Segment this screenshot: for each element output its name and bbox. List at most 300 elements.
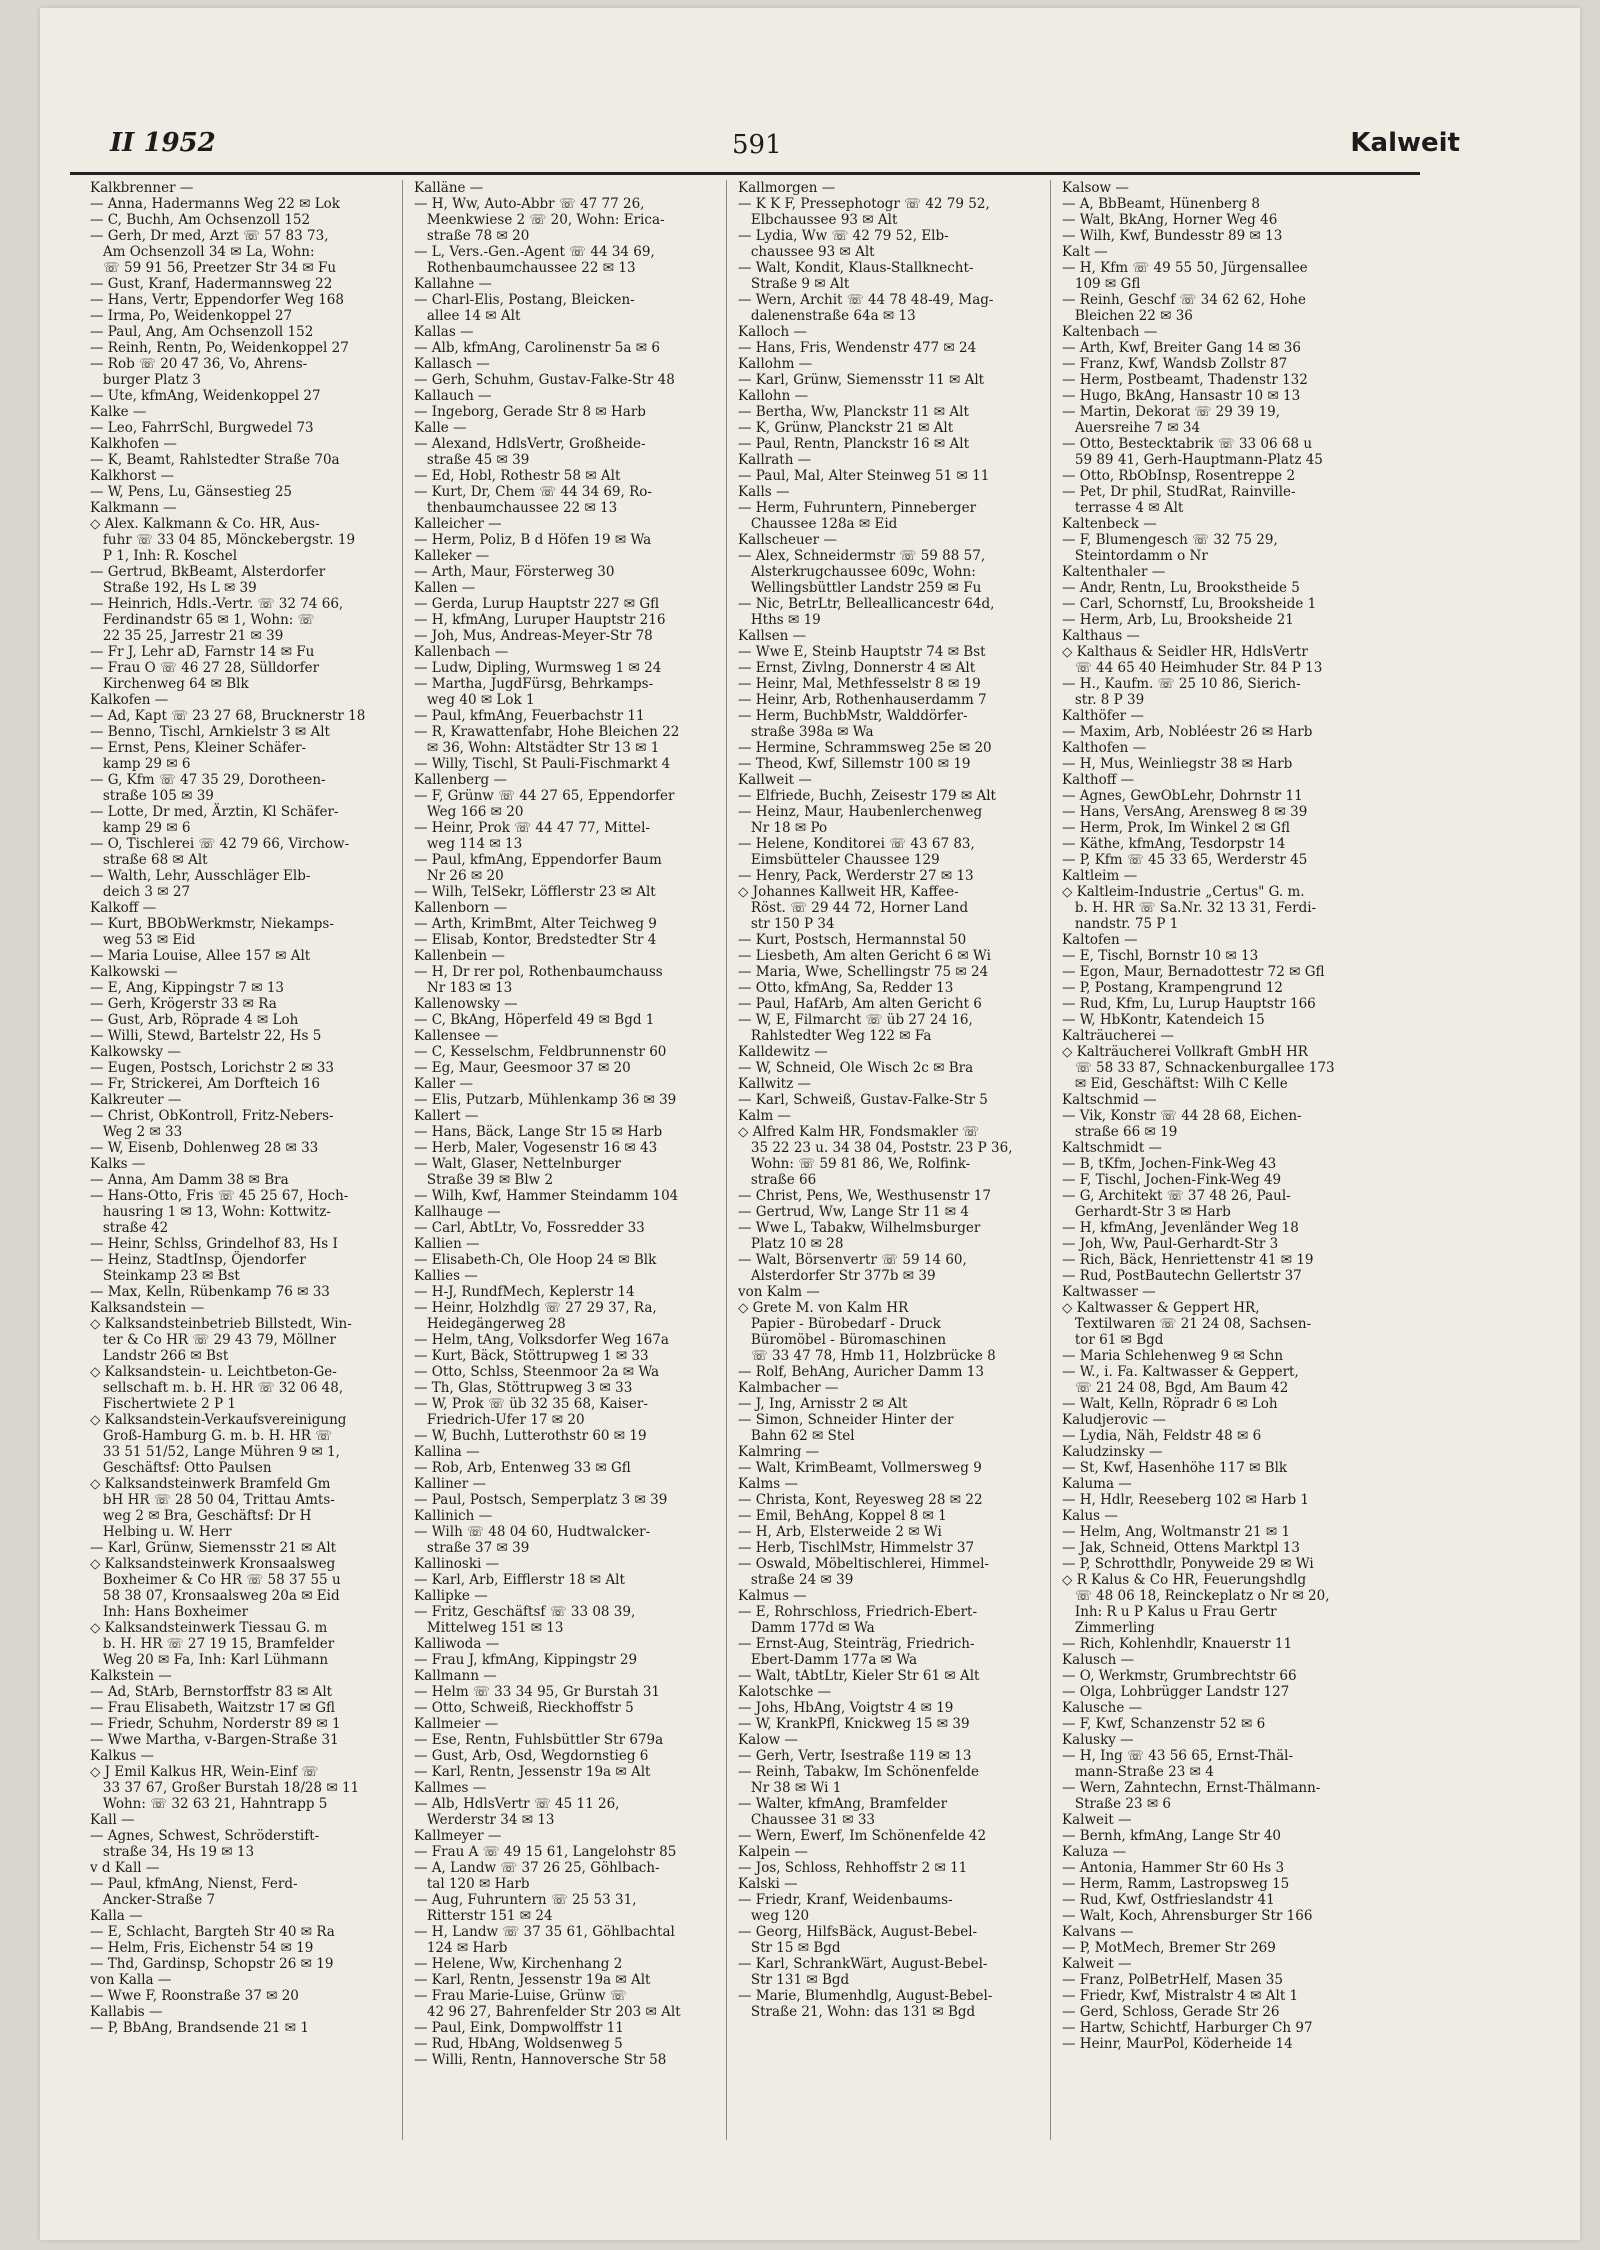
directory-entry: straße 78 ✉ 20 <box>414 228 530 244</box>
directory-entry: ◇ Alfred Kalm HR, Fondsmakler ☏ <box>738 1124 980 1140</box>
directory-entry: — Maria, Wwe, Schellingstr 75 ✉ 24 <box>738 964 989 980</box>
directory-entry: Kallinich — <box>414 1508 493 1524</box>
directory-entry: Rothenbaumchaussee 22 ✉ 13 <box>414 260 636 276</box>
directory-entry: — Rud, HbAng, Woldsenweg 5 <box>414 2036 623 2052</box>
directory-entry: Kalkowski — <box>90 964 178 980</box>
directory-entry: Kirchenweg 64 ✉ Blk <box>90 676 249 692</box>
directory-entry: — Rich, Kohlenhdlr, Knauerstr 11 <box>1062 1636 1293 1652</box>
directory-entry: — Elfriede, Buchh, Zeisestr 179 ✉ Alt <box>738 788 996 804</box>
directory-entry: — Paul, kfmAng, Eppendorfer Baum <box>414 852 662 868</box>
directory-entry: — Paul, Mal, Alter Steinweg 51 ✉ 11 <box>738 468 990 484</box>
directory-entry: Kaltenbach — <box>1062 324 1158 340</box>
directory-entry: — Willi, Stewd, Bartelstr 22, Hs 5 <box>90 1028 322 1044</box>
directory-entry: — Joh, Ww, Paul-Gerhardt-Str 3 <box>1062 1236 1279 1252</box>
directory-column-3 <box>738 180 1038 2180</box>
directory-entry: — Henry, Pack, Werderstr 27 ✉ 13 <box>738 868 974 884</box>
directory-entry: Kalkstein — <box>90 1668 172 1684</box>
directory-entry: Kalliwoda — <box>414 1636 500 1652</box>
directory-entry: — Ernst, Pens, Kleiner Schäfer- <box>90 740 307 756</box>
directory-entry: — Hartw, Schichtf, Harburger Ch 97 <box>1062 2020 1313 2036</box>
directory-entry: — Charl-Elis, Postang, Bleicken- <box>414 292 635 308</box>
directory-entry: — Karl, Grünw, Siemensstr 11 ✉ Alt <box>738 372 985 388</box>
directory-entry: — Alb, kfmAng, Carolinenstr 5a ✉ 6 <box>414 340 660 356</box>
directory-entry: — W, Pens, Lu, Gänsestieg 25 <box>90 484 293 500</box>
directory-entry: Am Ochsenzoll 34 ✉ La, Wohn: <box>90 244 315 260</box>
directory-entry: straße 24 ✉ 39 <box>738 1572 854 1588</box>
directory-entry: — Max, Kelln, Rübenkamp 76 ✉ 33 <box>90 1284 330 1300</box>
directory-entry: — Arth, Kwf, Breiter Gang 14 ✉ 36 <box>1062 340 1301 356</box>
directory-entry: Kallscheuer — <box>738 532 837 548</box>
directory-entry: — Karl, Rentn, Jessenstr 19a ✉ Alt <box>414 1972 651 1988</box>
directory-entry: — Anna, Hadermanns Weg 22 ✉ Lok <box>90 196 340 212</box>
directory-entry: Kalm — <box>738 1108 792 1124</box>
directory-entry: — St, Kwf, Hasenhöhe 117 ✉ Blk <box>1062 1460 1288 1476</box>
directory-entry: — Nic, BetrLtr, Belleallicancestr 64d, <box>738 596 995 612</box>
directory-entry: — Hans, Vertr, Eppendorfer Weg 168 <box>90 292 344 308</box>
directory-entry: — Ute, kfmAng, Weidenkoppel 27 <box>90 388 321 404</box>
directory-entry: — Leo, FahrrSchl, Burgwedel 73 <box>90 420 314 436</box>
directory-entry: ☏ 59 91 56, Preetzer Str 34 ✉ Fu <box>90 260 337 276</box>
directory-entry: Steinkamp 23 ✉ Bst <box>90 1268 240 1284</box>
directory-entry: ✉ Eid, Geschäftst: Wilh C Kelle <box>1062 1076 1288 1092</box>
directory-entry: Rahlstedter Weg 122 ✉ Fa <box>738 1028 932 1044</box>
directory-entry: — P, BbAng, Brandsende 21 ✉ 1 <box>90 2020 309 2036</box>
directory-entry: — Heinr, Holzhdlg ☏ 27 29 37, Ra, <box>414 1300 657 1316</box>
directory-entry: Wohn: ☏ 59 81 86, We, Rolfink- <box>738 1156 971 1172</box>
directory-entry: — Rich, Bäck, Henriettenstr 41 ✉ 19 <box>1062 1252 1314 1268</box>
directory-entry: — Anna, Am Damm 38 ✉ Bra <box>90 1172 289 1188</box>
directory-entry: — Heinr, Mal, Methfesselstr 8 ✉ 19 <box>738 676 981 692</box>
directory-entry: Kallhauge — <box>414 1204 501 1220</box>
directory-entry: Kallies — <box>414 1268 478 1284</box>
directory-entry: — Jak, Schneid, Ottens Marktpl 13 <box>1062 1540 1300 1556</box>
directory-entry: — Reinh, Tabakw, Im Schönenfelde <box>738 1764 980 1780</box>
directory-entry: Kallohm — <box>738 356 813 372</box>
directory-entry: Straße 21, Wohn: das 131 ✉ Bgd <box>738 2004 976 2020</box>
directory-entry: Kallenowsky — <box>414 996 518 1012</box>
directory-entry: — Rob ☏ 20 47 36, Vo, Ahrens- <box>90 356 308 372</box>
directory-entry: Inh: Hans Boxheimer <box>90 1604 249 1620</box>
directory-entry: Kaltwasser — <box>1062 1284 1156 1300</box>
directory-entry: von Kalla — <box>90 1972 172 1988</box>
directory-entry: Kallasch — <box>414 356 490 372</box>
directory-entry: Kalkus — <box>90 1748 155 1764</box>
directory-entry: Kalus — <box>1062 1508 1118 1524</box>
directory-entry: Kaludzinsky — <box>1062 1444 1163 1460</box>
directory-entry: Boxheimer & Co HR ☏ 58 37 55 u <box>90 1572 341 1588</box>
directory-entry: Straße 192, Hs L ✉ 39 <box>90 580 257 596</box>
directory-entry: fuhr ☏ 33 04 85, Mönckebergstr. 19 <box>90 532 356 548</box>
directory-entry: — H, kfmAng, Jevenländer Weg 18 <box>1062 1220 1299 1236</box>
directory-entry: — Wwe E, Steinb Hauptstr 74 ✉ Bst <box>738 644 986 660</box>
directory-entry: — Karl, Arb, Eifflerstr 18 ✉ Alt <box>414 1572 625 1588</box>
directory-entry: ◇ Kalksandsteinwerk Kronsaalsweg <box>90 1556 336 1572</box>
directory-entry: — Maria Louise, Allee 157 ✉ Alt <box>90 948 311 964</box>
directory-entry: Kallensee — <box>414 1028 499 1044</box>
directory-entry: — Willy, Tischl, St Pauli-Fischmarkt 4 <box>414 756 671 772</box>
directory-entry: — Wwe F, Roonstraße 37 ✉ 20 <box>90 1988 299 2004</box>
directory-entry: — Lydia, Ww ☏ 42 79 52, Elb- <box>738 228 949 244</box>
directory-entry: chaussee 93 ✉ Alt <box>738 244 875 260</box>
directory-entry: Kallmeyer — <box>414 1828 502 1844</box>
directory-entry: — Simon, Schneider Hinter der <box>738 1412 954 1428</box>
directory-entry: Bahn 62 ✉ Stel <box>738 1428 855 1444</box>
directory-entry: Kallenberg — <box>414 772 507 788</box>
directory-entry: — Agnes, Schwest, Schröderstift- <box>90 1828 320 1844</box>
directory-entry: — Rob, Arb, Entenweg 33 ✉ Gfl <box>414 1460 631 1476</box>
directory-entry: — Paul, Postsch, Semperplatz 3 ✉ 39 <box>414 1492 668 1508</box>
directory-entry: — K K F, Pressephotogr ☏ 42 79 52, <box>738 196 990 212</box>
directory-entry: — H, kfmAng, Luruper Hauptstr 216 <box>414 612 666 628</box>
directory-entry: — Benno, Tischl, Arnkielstr 3 ✉ Alt <box>90 724 330 740</box>
directory-entry: bH HR ☏ 28 50 04, Trittau Amts- <box>90 1492 335 1508</box>
directory-entry: — Ludw, Dipling, Wurmsweg 1 ✉ 24 <box>414 660 662 676</box>
directory-entry: — Wern, Zahntechn, Ernst-Thälmann- <box>1062 1780 1321 1796</box>
directory-entry: — Carl, AbtLtr, Vo, Fossredder 33 <box>414 1220 645 1236</box>
directory-entry: — W, Buchh, Lutterothstr 60 ✉ 19 <box>414 1428 647 1444</box>
directory-entry: Hths ✉ 19 <box>738 612 821 628</box>
directory-entry: Weg 2 ✉ 33 <box>90 1124 183 1140</box>
directory-entry: — Karl, Grünw, Siemensstr 21 ✉ Alt <box>90 1540 337 1556</box>
directory-entry: — Herm, Poliz, B d Höfen 19 ✉ Wa <box>414 532 652 548</box>
directory-entry: Kalla — <box>90 1908 143 1924</box>
directory-entry: — Gerda, Lurup Hauptstr 227 ✉ Gfl <box>414 596 660 612</box>
directory-entry: Chaussee 31 ✉ 33 <box>738 1812 876 1828</box>
directory-entry: ◇ Kalksandsteinwerk Tiessau G. m <box>90 1620 328 1636</box>
directory-entry: Inh: R u P Kalus u Frau Gertr <box>1062 1604 1277 1620</box>
directory-entry: — Gerd, Schloss, Gerade Str 26 <box>1062 2004 1280 2020</box>
directory-entry: — Joh, Mus, Andreas-Meyer-Str 78 <box>414 628 653 644</box>
directory-entry: — Theod, Kwf, Sillemstr 100 ✉ 19 <box>738 756 971 772</box>
directory-entry: — Ernst-Aug, Steinträg, Friedrich- <box>738 1636 975 1652</box>
directory-entry: Kalleicher — <box>414 516 502 532</box>
directory-entry: ◇ Alex. Kalkmann & Co. HR, Aus- <box>90 516 320 532</box>
directory-entry: — E, Rohrschloss, Friedrich-Ebert- <box>738 1604 978 1620</box>
directory-entry: ◇ Kalthaus & Seidler HR, HdlsVertr <box>1062 644 1308 660</box>
directory-entry: — Helene, Ww, Kirchenhang 2 <box>414 1956 623 1972</box>
directory-entry: Kalkmann — <box>90 500 177 516</box>
directory-entry: Kallsen — <box>738 628 807 644</box>
directory-entry: Kalls — <box>738 484 790 500</box>
directory-entry: — Helene, Konditorei ☏ 43 67 83, <box>738 836 975 852</box>
directory-entry: — Martha, JugdFürsg, Behrkamps- <box>414 676 654 692</box>
directory-entry: Kallohn — <box>738 388 809 404</box>
directory-entry: — Herm, Arb, Lu, Brooksheide 21 <box>1062 612 1294 628</box>
directory-entry: Kalms — <box>738 1476 798 1492</box>
directory-entry: — Kurt, BBObWerkmstr, Niekamps- <box>90 916 334 932</box>
directory-entry: Kalkofen — <box>90 692 169 708</box>
directory-entry: — Christ, ObKontroll, Fritz-Nebers- <box>90 1108 334 1124</box>
directory-entry: — Walt, Börsenvertr ☏ 59 14 60, <box>738 1252 967 1268</box>
directory-entry: — Franz, PolBetrHelf, Masen 35 <box>1062 1972 1283 1988</box>
directory-entry: Str 131 ✉ Bgd <box>738 1972 850 1988</box>
directory-entry: weg 53 ✉ Eid <box>90 932 196 948</box>
directory-entry: Kalmus — <box>738 1588 807 1604</box>
directory-entry: Platz 10 ✉ 28 <box>738 1236 844 1252</box>
directory-entry: — W., i. Fa. Kaltwasser & Geppert, <box>1062 1364 1299 1380</box>
directory-entry: — Herm, Postbeamt, Thadenstr 132 <box>1062 372 1308 388</box>
directory-entry: — P, MotMech, Bremer Str 269 <box>1062 1940 1276 1956</box>
directory-entry: Straße 9 ✉ Alt <box>738 276 850 292</box>
directory-entry: ◇ Kalksandstein- u. Leichtbeton-Ge- <box>90 1364 337 1380</box>
directory-entry: — Otto, Schlss, Steenmoor 2a ✉ Wa <box>414 1364 660 1380</box>
directory-entry: weg 40 ✉ Lok 1 <box>414 692 535 708</box>
directory-entry: — Vik, Konstr ☏ 44 28 68, Eichen- <box>1062 1108 1302 1124</box>
column-divider <box>726 180 727 2140</box>
directory-entry: — G, Architekt ☏ 37 48 26, Paul- <box>1062 1188 1291 1204</box>
directory-entry: — Rud, Kwf, Ostfrieslandstr 41 <box>1062 1892 1275 1908</box>
directory-entry: — H-J, RundfMech, Keplerstr 14 <box>414 1284 635 1300</box>
directory-entry: Ritterstr 151 ✉ 24 <box>414 1908 553 1924</box>
directory-entry: Kalthöfer — <box>1062 708 1144 724</box>
directory-entry: ◇ R Kalus & Co HR, Feuerungshdlg <box>1062 1572 1307 1588</box>
directory-entry: — Arth, KrimBmt, Alter Teichweg 9 <box>414 916 657 932</box>
directory-entry: Kallmann — <box>414 1668 497 1684</box>
directory-entry: — B, tKfm, Jochen-Fink-Weg 43 <box>1062 1156 1277 1172</box>
directory-entry: Geschäftsf: Otto Paulsen <box>90 1460 272 1476</box>
directory-columns <box>90 180 1390 2180</box>
directory-entry: — Antonia, Hammer Str 60 Hs 3 <box>1062 1860 1285 1876</box>
directory-entry: — Maxim, Arb, Nobléestr 26 ✉ Harb <box>1062 724 1313 740</box>
directory-entry: — C, Kesselschm, Feldbrunnenstr 60 <box>414 1044 667 1060</box>
directory-entry: 109 ✉ Gfl <box>1062 276 1141 292</box>
directory-entry: — Wwe L, Tabakw, Wilhelmsburger <box>738 1220 981 1236</box>
directory-entry: — Herm, BuchbMstr, Walddörfer- <box>738 708 968 724</box>
directory-entry: — Gust, Arb, Osd, Wegdornstieg 6 <box>414 1748 649 1764</box>
directory-entry: Kaluza — <box>1062 1844 1127 1860</box>
directory-entry: — Wilh, Kwf, Bundesstr 89 ✉ 13 <box>1062 228 1283 244</box>
directory-entry: — Bertha, Ww, Planckstr 11 ✉ Alt <box>738 404 969 420</box>
column-divider <box>1050 180 1051 2140</box>
directory-entry: — Ese, Rentn, Fuhlsbüttler Str 679a <box>414 1732 664 1748</box>
directory-entry: — Walt, Koch, Ahrensburger Str 166 <box>1062 1908 1313 1924</box>
directory-entry: — Liesbeth, Am alten Gericht 6 ✉ Wi <box>738 948 991 964</box>
directory-entry: — Alex, Schneidermstr ☏ 59 88 57, <box>738 548 986 564</box>
directory-entry: — Thd, Gardinsp, Schopstr 26 ✉ 19 <box>90 1956 334 1972</box>
directory-entry: — Willi, Rentn, Hannoversche Str 58 <box>414 2052 667 2068</box>
directory-entry: — L, Vers.-Gen.-Agent ☏ 44 34 69, <box>414 244 655 260</box>
directory-entry: Kalkreuter — <box>90 1092 182 1108</box>
directory-entry: Steintordamm o Nr <box>1062 548 1208 564</box>
directory-entry: Kalträucherei — <box>1062 1028 1174 1044</box>
directory-entry: — F, Grünw ☏ 44 27 65, Eppendorfer <box>414 788 675 804</box>
directory-entry: Kalkowsky — <box>90 1044 181 1060</box>
directory-entry: — H, Arb, Elsterweide 2 ✉ Wi <box>738 1524 942 1540</box>
directory-entry: ◇ J Emil Kalkus HR, Wein-Einf ☏ <box>90 1764 319 1780</box>
directory-entry: 42 96 27, Bahrenfelder Str 203 ✉ Alt <box>414 2004 681 2020</box>
directory-entry: Kall — <box>90 1812 135 1828</box>
directory-entry: Kaltenbeck — <box>1062 516 1157 532</box>
directory-entry: Kallmeier — <box>414 1716 499 1732</box>
directory-entry: — Gerh, Dr med, Arzt ☏ 57 83 73, <box>90 228 329 244</box>
directory-entry: — Gertrud, BkBeamt, Alsterdorfer <box>90 564 326 580</box>
directory-entry: — O, Tischlerei ☏ 42 79 66, Virchow- <box>90 836 350 852</box>
directory-entry: — Andr, Rentn, Lu, Brookstheide 5 <box>1062 580 1300 596</box>
directory-entry: Kalusche — <box>1062 1700 1143 1716</box>
directory-entry: — Marie, Blumenhdlg, August-Bebel- <box>738 1988 993 2004</box>
directory-entry: — Heinr, Schlss, Grindelhof 83, Hs I <box>90 1236 338 1252</box>
directory-entry: ✉ 36, Wohn: Altstädter Str 13 ✉ 1 <box>414 740 660 756</box>
directory-entry: — Maria Schlehenweg 9 ✉ Schn <box>1062 1348 1284 1364</box>
directory-entry: — Olga, Lohbrügger Landstr 127 <box>1062 1684 1290 1700</box>
directory-entry: — R, Krawattenfabr, Hohe Bleichen 22 <box>414 724 680 740</box>
directory-entry: Damm 177d ✉ Wa <box>738 1620 875 1636</box>
directory-entry: — H, Mus, Weinliegstr 38 ✉ Harb <box>1062 756 1293 772</box>
directory-entry: Kalldewitz — <box>738 1044 828 1060</box>
directory-entry: 22 35 25, Jarrestr 21 ✉ 39 <box>90 628 284 644</box>
directory-entry: Kalsow — <box>1062 180 1129 196</box>
directory-entry: — Arth, Maur, Försterweg 30 <box>414 564 615 580</box>
directory-entry: — Jos, Schloss, Rehhoffstr 2 ✉ 11 <box>738 1860 968 1876</box>
directory-entry: Kalusch — <box>1062 1652 1135 1668</box>
directory-entry: Kallinoski — <box>414 1556 500 1572</box>
directory-entry: Mittelweg 151 ✉ 13 <box>414 1620 564 1636</box>
directory-entry: — Paul, kfmAng, Feuerbachstr 11 <box>414 708 645 724</box>
directory-entry: — Otto, Bestecktabrik ☏ 33 06 68 u <box>1062 436 1313 452</box>
directory-entry: — Walt, BkAng, Horner Weg 46 <box>1062 212 1278 228</box>
directory-entry: — Paul, HafArb, Am alten Gericht 6 <box>738 996 982 1012</box>
directory-entry: — P, Kfm ☏ 45 33 65, Werderstr 45 <box>1062 852 1308 868</box>
directory-entry: — Rud, Kfm, Lu, Lurup Hauptstr 166 <box>1062 996 1316 1012</box>
directory-entry: Kalpein — <box>738 1844 808 1860</box>
directory-entry: nandstr. 75 P 1 <box>1062 916 1179 932</box>
directory-entry: ter & Co HR ☏ 29 43 79, Möllner <box>90 1332 336 1348</box>
directory-entry: — Agnes, GewObLehr, Dohrnstr 11 <box>1062 788 1303 804</box>
directory-entry: — Helm, Ang, Woltmanstr 21 ✉ 1 <box>1062 1524 1291 1540</box>
directory-entry: Kalthofen — <box>1062 740 1147 756</box>
directory-entry: Ebert-Damm 177a ✉ Wa <box>738 1652 918 1668</box>
directory-entry: — Bernh, kfmAng, Lange Str 40 <box>1062 1828 1281 1844</box>
directory-entry: ☏ 33 47 78, Hmb 11, Holzbrücke 8 <box>738 1348 996 1364</box>
directory-entry: Kalotschke — <box>738 1684 832 1700</box>
directory-entry: — Walt, Glaser, Nettelnburger <box>414 1156 622 1172</box>
directory-entry: — Otto, Schweiß, Rieckhoffstr 5 <box>414 1700 634 1716</box>
directory-entry: — Johs, HbAng, Voigtstr 4 ✉ 19 <box>738 1700 954 1716</box>
directory-entry: — Rolf, BehAng, Auricher Damm 13 <box>738 1364 984 1380</box>
directory-entry: — Heinrich, Hdls.-Vertr. ☏ 32 74 66, <box>90 596 344 612</box>
directory-entry: ◇ Johannes Kallweit HR, Kaffee- <box>738 884 959 900</box>
directory-entry: weg 120 <box>738 1908 810 1924</box>
directory-entry: ◇ Kalksandstein-Verkaufsvereinigung <box>90 1412 347 1428</box>
directory-entry: — Heinr, Prok ☏ 44 47 77, Mittel- <box>414 820 650 836</box>
header-rule <box>70 172 1420 175</box>
directory-entry: — Oswald, Möbeltischlerei, Himmel- <box>738 1556 989 1572</box>
directory-entry: — C, BkAng, Höperfeld 49 ✉ Bgd 1 <box>414 1012 655 1028</box>
directory-entry: — Herb, TischlMstr, Himmelstr 37 <box>738 1540 975 1556</box>
directory-entry: — Paul, Ang, Am Ochsenzoll 152 <box>90 324 314 340</box>
directory-entry: Kalmbacher — <box>738 1380 839 1396</box>
directory-entry: P 1, Inh: R. Koschel <box>90 548 238 564</box>
directory-entry: straße 68 ✉ Alt <box>90 852 208 868</box>
directory-entry: Kaltleim — <box>1062 868 1138 884</box>
directory-entry: — Herm, Prok, Im Winkel 2 ✉ Gfl <box>1062 820 1290 836</box>
directory-entry: Helbing u. W. Herr <box>90 1524 232 1540</box>
directory-entry: — Reinh, Rentn, Po, Weidenkoppel 27 <box>90 340 349 356</box>
directory-entry: Kalvans — <box>1062 1924 1134 1940</box>
directory-entry: — Walt, Kondit, Klaus-Stallknecht- <box>738 260 974 276</box>
directory-entry: — Gerh, Krögerstr 33 ✉ Ra <box>90 996 277 1012</box>
directory-entry: — Paul, Eink, Dompwolffstr 11 <box>414 2020 624 2036</box>
directory-entry: — Reinh, Geschf ☏ 34 62 62, Hohe <box>1062 292 1306 308</box>
directory-entry: Papier - Bürobedarf - Druck <box>738 1316 941 1332</box>
directory-entry: 58 38 07, Kronsaalsweg 20a ✉ Eid <box>90 1588 340 1604</box>
directory-entry: Kalliner — <box>414 1476 487 1492</box>
directory-entry: — Friedr, Kwf, Mistralstr 4 ✉ Alt 1 <box>1062 1988 1299 2004</box>
directory-entry: v d Kall — <box>90 1860 160 1876</box>
directory-entry: Kalski — <box>738 1876 798 1892</box>
directory-entry: Groß-Hamburg G. m. b. H. HR ☏ <box>90 1428 333 1444</box>
directory-entry: Elbchaussee 93 ✉ Alt <box>738 212 898 228</box>
directory-entry: — Gust, Arb, Röprade 4 ✉ Loh <box>90 1012 299 1028</box>
directory-entry: straße 66 <box>738 1172 817 1188</box>
directory-entry: str. 8 P 39 <box>1062 692 1145 708</box>
directory-entry: Kalweit — <box>1062 1956 1132 1972</box>
directory-entry: — W, Prok ☏ üb 32 35 68, Kaiser- <box>414 1396 648 1412</box>
directory-entry: — J, Ing, Arnisstr 2 ✉ Alt <box>738 1396 908 1412</box>
directory-entry: — A, Landw ☏ 37 26 25, Göhlbach- <box>414 1860 660 1876</box>
directory-entry: Kalow — <box>738 1732 798 1748</box>
directory-entry: Kalusky — <box>1062 1732 1134 1748</box>
directory-entry: — F, Kwf, Schanzenstr 52 ✉ 6 <box>1062 1716 1266 1732</box>
directory-entry: Kallenbein — <box>414 948 505 964</box>
directory-entry: kamp 29 ✉ 6 <box>90 756 191 772</box>
directory-entry: Nr 26 ✉ 20 <box>414 868 504 884</box>
directory-entry: — Fr J, Lehr aD, Farnstr 14 ✉ Fu <box>90 644 315 660</box>
directory-entry: ◇ Kaltwasser & Geppert HR, <box>1062 1300 1260 1316</box>
directory-entry: — H, Kfm ☏ 49 55 50, Jürgensallee <box>1062 260 1308 276</box>
directory-entry: — Franz, Kwf, Wandsb Zollstr 87 <box>1062 356 1288 372</box>
directory-entry: — Otto, kfmAng, Sa, Redder 13 <box>738 980 954 996</box>
directory-entry: Weg 166 ✉ 20 <box>414 804 524 820</box>
directory-entry: — Helm ☏ 33 34 95, Gr Burstah 31 <box>414 1684 660 1700</box>
directory-entry: Werderstr 34 ✉ 13 <box>414 1812 555 1828</box>
directory-entry: Kallmorgen — <box>738 180 836 196</box>
directory-entry: Kalle — <box>414 420 467 436</box>
directory-entry: Kalläne — <box>414 180 484 196</box>
directory-entry: Straße 23 ✉ 6 <box>1062 1796 1172 1812</box>
directory-entry: — Georg, HilfsBäck, August-Bebel- <box>738 1924 978 1940</box>
directory-entry: terrasse 4 ✉ Alt <box>1062 500 1184 516</box>
directory-entry: — Kurt, Dr, Chem ☏ 44 34 69, Ro- <box>414 484 652 500</box>
directory-entry: — P, Postang, Krampengrund 12 <box>1062 980 1284 996</box>
directory-entry: — Ad, StArb, Bernstorffstr 83 ✉ Alt <box>90 1684 333 1700</box>
directory-entry: — Wilh, Kwf, Hammer Steindamm 104 <box>414 1188 679 1204</box>
directory-entry: Nr 18 ✉ Po <box>738 820 828 836</box>
directory-entry: — H, Dr rer pol, Rothenbaumchauss <box>414 964 663 980</box>
directory-entry: dalenenstraße 64a ✉ 13 <box>738 308 916 324</box>
directory-entry: Straße 39 ✉ Blw 2 <box>414 1172 554 1188</box>
directory-entry: weg 2 ✉ Bra, Geschäftsf: Dr H <box>90 1508 312 1524</box>
directory-entry: Auersreihe 7 ✉ 34 <box>1062 420 1201 436</box>
directory-entry: ◇ Kalksandsteinbetrieb Billstedt, Win- <box>90 1316 352 1332</box>
directory-entry: — Wilh ☏ 48 04 60, Hudtwalcker- <box>414 1524 651 1540</box>
directory-entry: b. H. HR ☏ Sa.Nr. 32 13 31, Ferdi- <box>1062 900 1317 916</box>
directory-entry: ◇ Kalksandsteinwerk Bramfeld Gm <box>90 1476 331 1492</box>
directory-entry: Kalweit — <box>1062 1812 1132 1828</box>
directory-entry: Kalloch — <box>738 324 807 340</box>
directory-entry: Kalke — <box>90 404 147 420</box>
directory-entry: — Walt, tAbtLtr, Kieler Str 61 ✉ Alt <box>738 1668 980 1684</box>
directory-entry: — Lydia, Näh, Feldstr 48 ✉ 6 <box>1062 1428 1262 1444</box>
directory-entry: Eimsbütteler Chaussee 129 <box>738 852 940 868</box>
directory-entry: Kallert — <box>414 1108 479 1124</box>
directory-entry: Kaltschmidt — <box>1062 1140 1163 1156</box>
directory-entry: Kaluma — <box>1062 1476 1132 1492</box>
directory-entry: ☏ 58 33 87, Schnackenburgallee 173 <box>1062 1060 1335 1076</box>
directory-entry: Kallwitz — <box>738 1076 811 1092</box>
directory-entry: Wohn: ☏ 32 63 21, Hahntrapp 5 <box>90 1796 328 1812</box>
directory-entry: — Wilh, TelSekr, Löfflerstr 23 ✉ Alt <box>414 884 656 900</box>
